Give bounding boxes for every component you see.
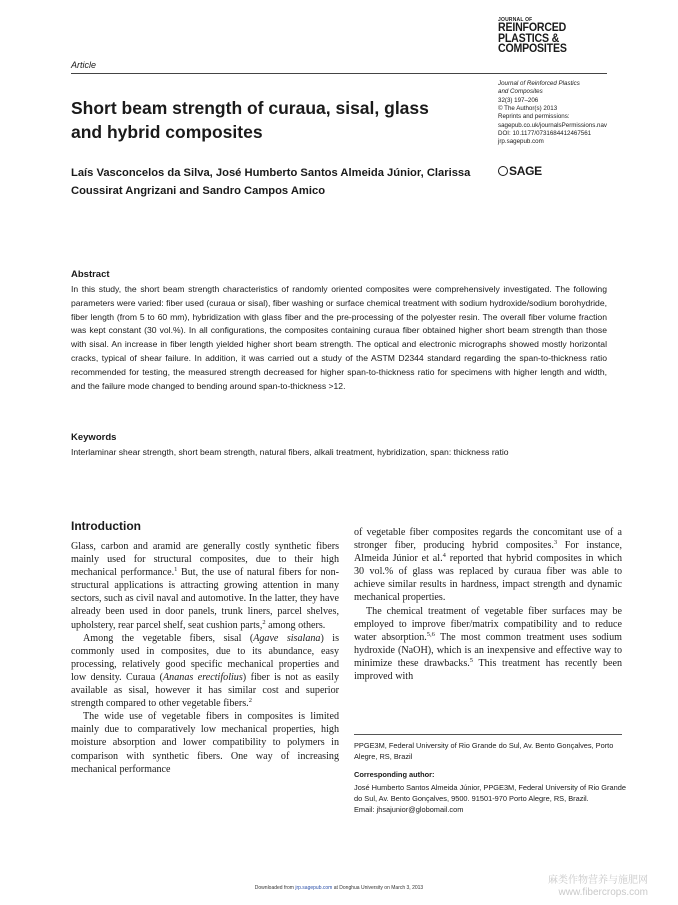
footer-link[interactable]: jrp.sagepub.com <box>295 885 333 891</box>
header-divider <box>71 73 607 74</box>
paragraph: The chemical treatment of vegetable fiber surfaces may be employed to improve fiber/matrix compatibility and to reduce water absorption.$^{5,6}$ The most common treatment uses sodium hydroxide (NaOH), which is an inexpensive and effective way to minimize these drawbacks.$^5$ This treatment has recently been improved with <box>354 605 623 683</box>
citation-ref[interactable]: 3 <box>553 539 558 547</box>
citation-ref[interactable]: 5,6 <box>426 630 435 638</box>
site-watermark: 麻类作物营养与施肥网 www.fibercrops.com <box>548 875 648 898</box>
article-title: Short beam strength of curaua, sisal, glass and hybrid composites <box>71 98 429 142</box>
author-list: Laís Vasconcelos da Silva, José Humberto Santos Almeida Júnior, Clarissa Coussirat Angrizani and Sandro Campos Amico <box>71 167 471 197</box>
affiliation: PPGE3M, Federal University of Rio Grande do Sul, Av. Bento Gonçalves, Porto Alegre, RS, Brazil <box>354 741 614 761</box>
abstract-heading: Abstract <box>71 269 110 280</box>
volume-issue-pages: 32(3) 197–206 <box>498 96 539 104</box>
section-heading-introduction: Introduction <box>71 519 141 533</box>
journal-logo-line: PLASTICS & <box>498 32 560 45</box>
journal-name: Journal of Reinforced Plastics <box>498 80 580 87</box>
reprints-label: Reprints and permissions: <box>498 113 570 121</box>
paragraph: of vegetable fiber composites regards the concomitant use of a stronger fiber, producing hybrid composites.$^3$ For instance, Almeida Júnior et al.$^4$ reported that hybrid composites in which 30 vol.% of glass was replaced by curaua fiber was able to achieve similar results in hardness, impact strength and dynamic mechanical properties. <box>354 527 622 604</box>
paragraph: Among the vegetable fibers, sisal (Agave sisalana) is commonly used in composites, due to its abundance, easy processing, relatively good specific mechanical properties and low density. Curaua (Ananas erectifolius) fiber is not as easily available as sisal, however it has similar cost and superior strength compared to other vegetable fibers.$^2$ <box>71 632 339 710</box>
journal-logo-prefix: JOURNAL OF <box>498 17 533 23</box>
paragraph: Glass, carbon and aramid are generally costly synthetic fibers mainly used for structural composites, due to their high mechanical performance.$^1$ But, the use of natural fibers for non-structural applications is attracting growing attention in many sectors, such as civil naval and automotive. In the latter, they have already been used in door panels, trunk liners, parcel shelves, upholstery, rear parcel shelf, seat cushion parts,$^2$ among others. <box>71 541 339 631</box>
copyright: © The Author(s) 2013 <box>498 105 558 113</box>
reprints-link[interactable]: sagepub.co.uk/journalsPermissions.nav <box>498 121 608 129</box>
sage-circle-icon <box>498 166 508 176</box>
citation-ref[interactable]: 2 <box>262 618 266 626</box>
keywords-heading: Keywords <box>71 432 117 443</box>
article-type-label: Article <box>71 60 97 70</box>
citation-ref[interactable]: 1 <box>174 566 178 574</box>
sage-logo <box>498 164 542 178</box>
journal-name: and Composites <box>498 88 543 96</box>
citation-ref[interactable]: 5 <box>469 656 474 664</box>
citation-ref[interactable]: 4 <box>442 552 446 560</box>
body-column-right <box>354 526 622 683</box>
citation-ref[interactable]: 2 <box>248 697 252 705</box>
download-footer: Downloaded from jrp.sagepub.com at Donghua University on March 3, 2013 <box>254 885 424 891</box>
journal-metadata <box>498 80 648 147</box>
corresponding-author-address: José Humberto Santos Almeida Júnior, PPGE3M, Federal University of Rio Grande do Sul, Av. Bento Gonçalves, 9500. 91501-970 Porto Alegre, RS, Brazil. <box>354 783 626 803</box>
publisher-name: SAGE <box>509 164 542 178</box>
journal-site-link[interactable]: jrp.sagepub.com <box>498 138 544 146</box>
paragraph: The wide use of vegetable fibers in composites is limited mainly due to comparatively low mechanical properties, high moisture absorption and lower compatibility to polymers in comparison with synthetic fibers. One way of increasing mechanical performance <box>71 711 339 775</box>
corresponding-author-heading: Corresponding author: <box>354 770 435 779</box>
journal-logo-line: REINFORCED <box>498 22 567 34</box>
footnote-divider <box>354 734 622 735</box>
keywords-text: Interlaminar shear strength, short beam strength, natural fibers, alkali treatment, hybridization, span: thickness ratio <box>71 447 509 457</box>
corresponding-author <box>354 782 626 815</box>
journal-logo-line: COMPOSITES <box>498 43 567 55</box>
doi[interactable]: DOI: 10.1177/0731684412467561 <box>498 130 592 138</box>
corresponding-author-email[interactable]: Email: jhsajunior@globomail.com <box>354 805 464 814</box>
body-column-left <box>71 540 339 776</box>
journal-logo <box>498 18 608 55</box>
abstract-text: In this study, the short beam strength characteristics of randomly oriented composites were comprehensively investigated. The following parameters were varied: fiber used (curaua or sisal), fiber washing or surface chemical treatment with sodium hydroxide/sodium borohydride, fiber length (from 5 to 60 mm), hybridization with glass fiber and the pre-processing of the polyester resin. The overall fiber volume fraction was kept constant (30 vol.%). In all configurations, the composites containing curaua fiber obtained higher short beam strength than those with sisal. An increase in fiber length yielded higher short beam strength. The optical and electronic micrographs showed mostly horizontal cracks, typical of shear failure. In addition, it was carried out a study of the ASTM D2344 standard regarding the span-to-thickness ratio recommended for testing, the measured strength decreased for higher span-to-thickness ratio for specimens with higher length and width, and the failure mode changed to bending around span-to-thickness >12. <box>71 284 607 391</box>
